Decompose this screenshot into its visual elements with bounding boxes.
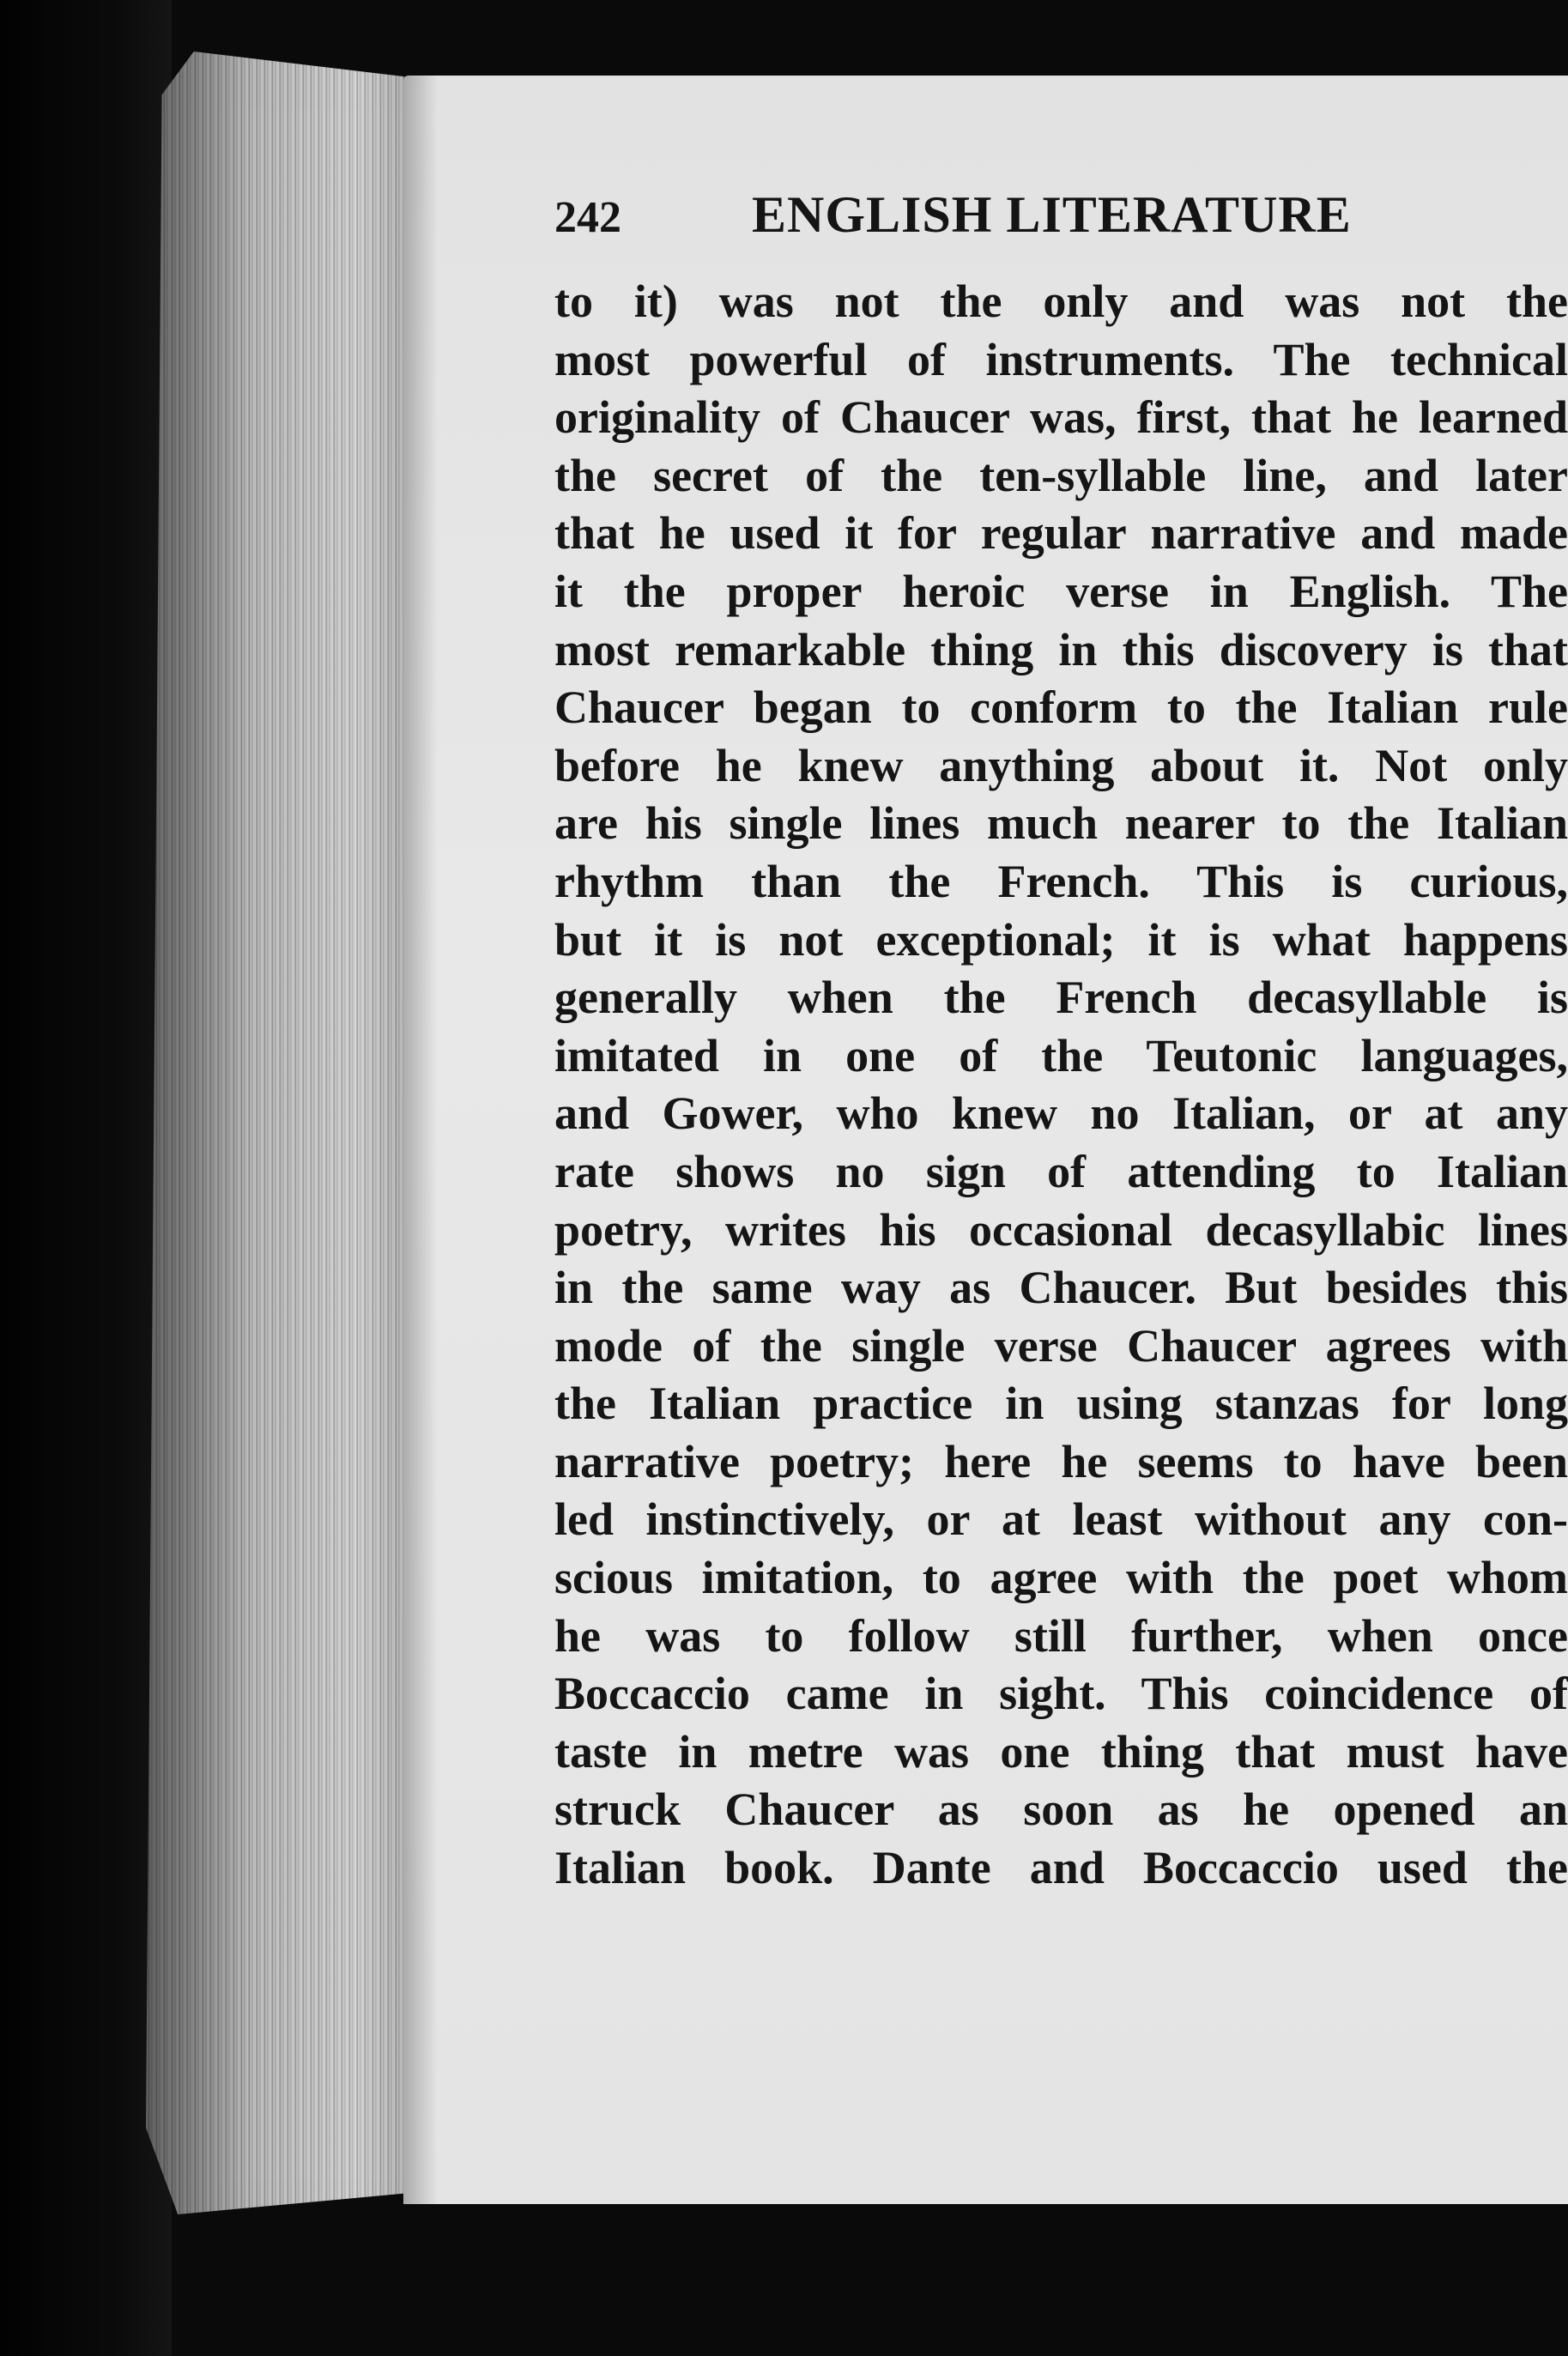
page-number: 242	[554, 193, 621, 242]
text-line: scious imitation, to agree with the poet whom	[554, 1552, 1568, 1604]
page-edges	[146, 51, 412, 2214]
text-line: rhythm than the French. This is curious,	[554, 855, 1568, 907]
text-line: it the proper heroic verse in English. The	[554, 565, 1568, 617]
text-line: that he used it for regular narrative and made	[554, 507, 1568, 560]
book-page	[403, 76, 1568, 2204]
spine-shadow	[0, 0, 172, 2356]
text-line: Chaucer began to conform to the Italian rule	[554, 681, 1568, 734]
body-text	[554, 273, 1568, 1898]
text-line: but it is not exceptional; it is what happens	[554, 913, 1568, 966]
text-line: taste in metre was one thing that must have	[554, 1725, 1568, 1778]
text-line: generally when the French decasyllable is	[554, 972, 1568, 1024]
text-line: originality of Chaucer was, first, that he learned	[554, 391, 1568, 444]
text-line: led instinctively, or at least without any con-	[554, 1493, 1568, 1546]
text-line: rate shows no sign of attending to Italian	[554, 1145, 1568, 1197]
text-line: in the same way as Chaucer. But besides this	[554, 1262, 1568, 1314]
running-head	[554, 185, 1568, 245]
text-line: Italian book. Dante and Boccaccio used the	[554, 1842, 1568, 1894]
text-line: most powerful of instruments. The technical	[554, 333, 1568, 385]
text-line: and Gower, who knew no Italian, or at any	[554, 1087, 1568, 1140]
text-line: narrative poetry; here he seems to have been	[554, 1435, 1568, 1487]
text-line: struck Chaucer as soon as he opened an	[554, 1784, 1568, 1836]
text-line: before he knew anything about it. Not only	[554, 739, 1568, 791]
text-line: the secret of the ten-syllable line, and later	[554, 449, 1568, 501]
text-line: Boccaccio came in sight. This coincidence of	[554, 1668, 1568, 1720]
text-line: the Italian practice in using stanzas for long	[554, 1378, 1568, 1430]
text-line: imitated in one of the Teutonic languages,	[554, 1029, 1568, 1081]
text-line: most remarkable thing in this discovery is that	[554, 623, 1568, 675]
text-line: he was to follow still further, when once	[554, 1609, 1568, 1662]
text-line: poetry, writes his occasional decasyllabic lines	[554, 1203, 1568, 1256]
text-line: mode of the single verse Chaucer agrees with	[554, 1319, 1568, 1372]
text-line: to it) was not the only and was not the	[554, 276, 1568, 327]
running-head-title: ENGLISH LITERATURE	[752, 186, 1352, 243]
text-line: are his single lines much nearer to the Italian	[554, 797, 1568, 850]
